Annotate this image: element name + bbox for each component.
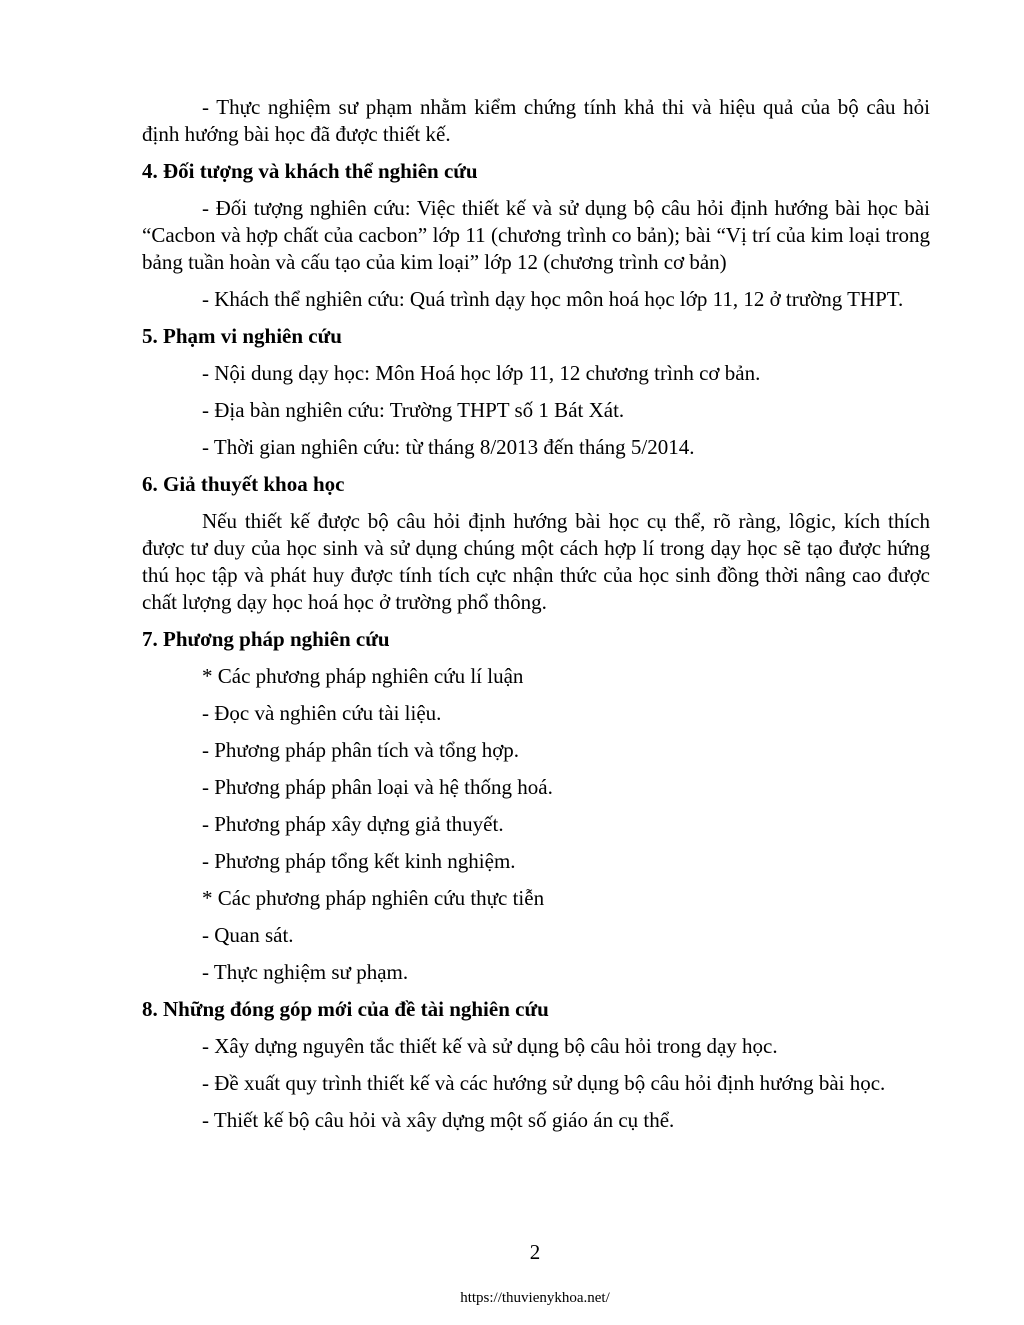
paragraph-hypothesis: Nếu thiết kế được bộ câu hỏi định hướng bài học cụ thể, rõ ràng, lôgic, kích thích được tư duy của học sinh và sử dụng chúng một cách hợp lí trong dạy học sẽ tạo được hứng thú học tập và phát huy được tính tích cực nhận thức của học sinh đồng thời nâng cao được chất lượng dạy học hoá học ở trường phổ thông. [142, 509, 930, 614]
paragraph-research-subject: - Khách thể nghiên cứu: Quá trình dạy học môn hoá học lớp 11, 12 ở trường THPT. [202, 287, 904, 311]
list-item: - Thực nghiệm sư phạm. [202, 960, 409, 984]
list-item: - Nội dung dạy học: Môn Hoá học lớp 11, 12 chương trình cơ bản. [202, 361, 761, 385]
list-item: - Phương pháp phân loại và hệ thống hoá. [202, 775, 553, 799]
heading-section-8: 8. Những đóng góp mới của đề tài nghiên cứu [142, 997, 549, 1021]
page-number: 2 [529, 1240, 541, 1264]
paragraph-proposal: - Đề xuất quy trình thiết kế và các hướng sử dụng bộ câu hỏi định hướng bài học. [202, 1071, 886, 1095]
paragraph-research-object: - Đối tượng nghiên cứu: Việc thiết kế và sử dụng bộ câu hỏi định hướng bài học bài “Cacbon và hợp chất của cacbon” lớp 11 (chương trình co bản); bài “Vị trí của kim loại trong bảng tuần hoàn và cấu tạo của kim loại” lớp 12 (chương trình cơ bản) [142, 196, 930, 274]
heading-section-5: 5. Phạm vi nghiên cứu [142, 324, 342, 348]
list-item: - Phương pháp tổng kết kinh nghiệm. [202, 849, 516, 873]
list-item: - Quan sát. [202, 923, 294, 947]
paragraph-experiment: - Thực nghiệm sư phạm nhằm kiểm chứng tính khả thi và hiệu quả của bộ câu hỏi định hướng bài học đã được thiết kế. [142, 95, 930, 146]
heading-section-7: 7. Phương pháp nghiên cứu [142, 627, 390, 651]
list-item: - Đọc và nghiên cứu tài liệu. [202, 701, 442, 725]
list-item: * Các phương pháp nghiên cứu lí luận [202, 664, 524, 688]
heading-section-6: 6. Giả thuyết khoa học [142, 472, 345, 496]
list-item: - Thời gian nghiên cứu: từ tháng 8/2013 đến tháng 5/2014. [202, 435, 695, 459]
list-item: * Các phương pháp nghiên cứu thực tiễn [202, 886, 545, 910]
document-page [142, 94, 930, 1144]
list-item: - Thiết kế bộ câu hỏi và xây dựng một số giáo án cụ thể. [202, 1108, 675, 1132]
list-item: - Xây dựng nguyên tắc thiết kế và sử dụng bộ câu hỏi trong dạy học. [202, 1034, 778, 1058]
heading-section-4: 4. Đối tượng và khách thể nghiên cứu [142, 159, 478, 183]
footer-url: https://thuvienykhoa.net/ [460, 1290, 610, 1306]
list-item: - Phương pháp phân tích và tổng hợp. [202, 738, 520, 762]
list-item: - Phương pháp xây dựng giả thuyết. [202, 812, 504, 836]
list-item: - Địa bàn nghiên cứu: Trường THPT số 1 Bát Xát. [202, 398, 625, 422]
